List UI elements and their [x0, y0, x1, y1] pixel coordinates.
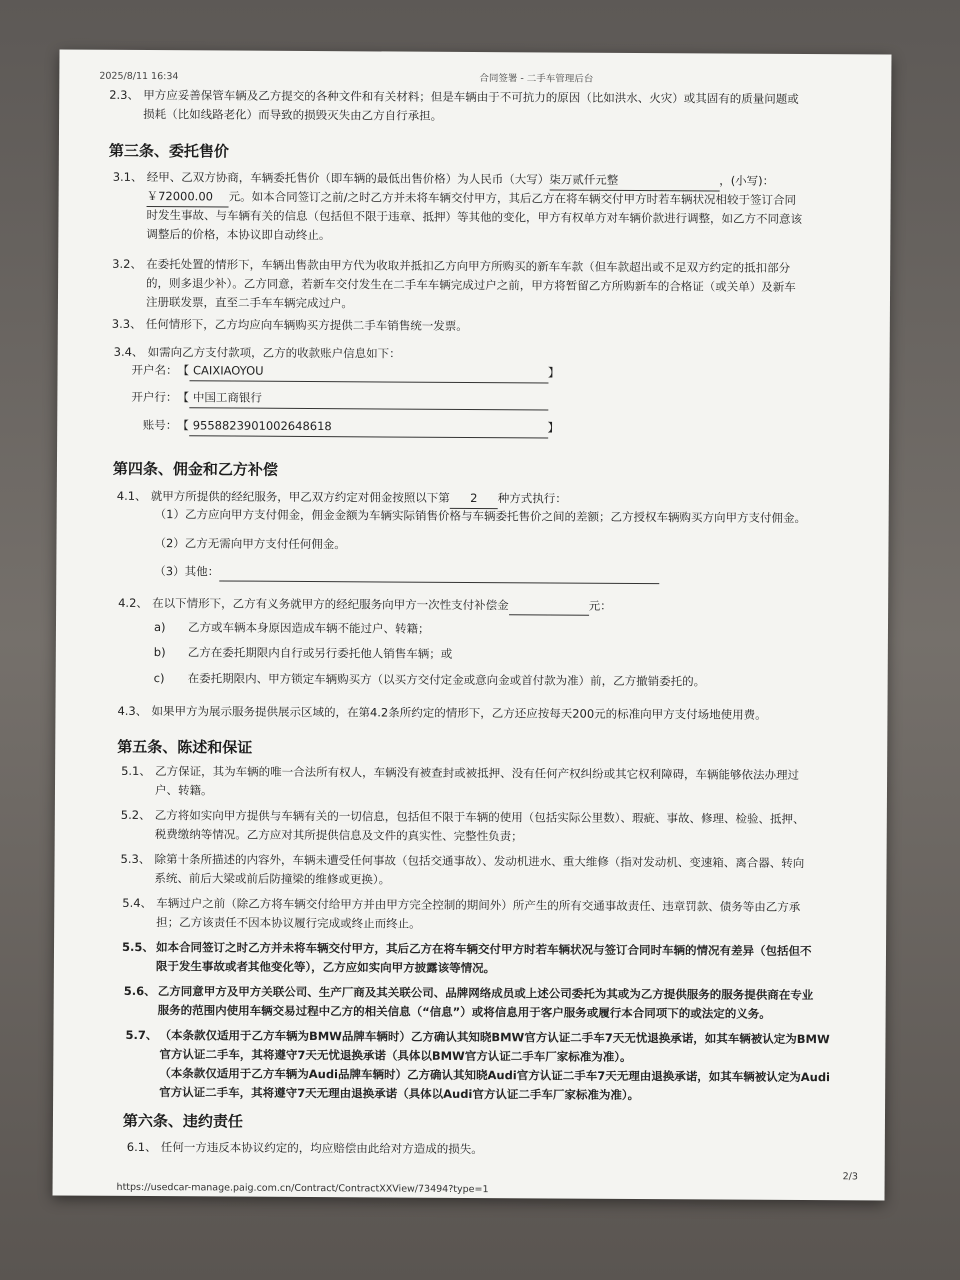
clause-text: 如本合同签订之时乙方并未将车辆交付甲方，其后乙方在将车辆交付甲方时若车辆状况与签订合同时车辆的情况有差异（包括但不 [155, 940, 812, 959]
clause-text: 乙方同意甲方及甲方关联公司、生产厂商及其关联公司、品牌网络成员或上述公司委托为其或为乙方提供服务的服务提供商在专业 [157, 984, 814, 1003]
clause-text: 如需向乙方支付款项，乙方的收款账户信息如下： [147, 345, 401, 361]
clause-4-1 [116, 487, 877, 506]
clause-4-2 [118, 594, 878, 613]
bracket: 】 [547, 420, 560, 435]
clause-text: 限于发生事故或者其他变化等），乙方应如实向甲方披露该等情况。 [155, 959, 496, 976]
page-number: 2/3 [842, 1171, 858, 1183]
amount-lower: ￥72000.00 [147, 187, 229, 208]
option-3 [154, 562, 659, 584]
print-datetime: 2025/8/11 16:34 [99, 70, 179, 83]
clause-text: 的，则多退少补）。乙方同意，若新车交付发生在二手车车辆完成过户之前，甲方将暂留乙方所购新车的合格证（或关单）及新车 [146, 276, 796, 294]
clause-2-3 [109, 86, 829, 123]
clause-text: 就甲方所提供的经纪服务，甲乙双方约定对佣金按照以下第 [150, 489, 450, 505]
account-name-value: CAIXIAOYOU [189, 361, 548, 383]
clause-text: 官方认证二手车，其将遵守7天无理由退换承诺（具体以Audi官方认证二手车厂家标准为准）。 [159, 1085, 640, 1103]
clause-text: 乙方将如实向甲方提供与车辆有关的一切信息，包括但不限于车辆的使用（包括实际公里数）、瑕疵、事故、修理、检验、抵押、 [154, 808, 805, 827]
clause-text: 除第十条所描述的内容外，车辆未遭受任何事故（包括交通事故）、发动机进水、重大维修（指对发动机、变速箱、离合器、转向 [154, 852, 805, 871]
clause-text: 在以下情形下，乙方有义务就甲方的经纪服务向甲方一次性支付补偿金 [152, 596, 509, 613]
clause-number: 4.1、 [116, 488, 147, 504]
contract-page [53, 49, 892, 1200]
clause-6-1 [126, 1138, 847, 1157]
clause-number: 3.3、 [111, 316, 142, 331]
clause-text: 担；乙方该责任不因本协议履行完成或终止而终止。 [156, 915, 421, 931]
clause-text: 损耗（比如线路老化）而导致的损毁灭失由乙方自行承担。 [143, 106, 443, 123]
bank-value: 中国工商银行 [189, 388, 548, 410]
clause-number: 3.1、 [112, 169, 143, 184]
clause-3-2 [112, 255, 872, 311]
clause-text: 在委托处置的情形下，车辆出售款由甲方代为收取并抵扣乙方向甲方所购买的新车车款（但车款超出或不足双方约定的抵扣部分 [146, 257, 791, 275]
clause-text: 户、转籍。 [154, 783, 213, 798]
clause-number: 4.3、 [117, 703, 148, 719]
account-number-value: 9558823901002648618 [189, 416, 548, 438]
clause-number: 2.3、 [109, 87, 140, 102]
clause-number: 5.6、 [123, 983, 156, 999]
clause-3-1 [112, 168, 873, 243]
clause-5-6 [123, 982, 868, 1021]
clause-number: 4.2、 [118, 595, 148, 611]
clause-text: 甲方应妥善保管车辆及乙方提交的各种文件和有关材料；但是车辆由于不可抗力的原因（比如洪水、火灾）或其固有的质量问题或 [143, 87, 799, 106]
clause-5-4 [122, 894, 862, 931]
bracket: 【 [177, 390, 189, 405]
other-blank [219, 566, 659, 584]
section-6-title: 第六条、违约责任 [122, 1111, 244, 1131]
case-text: 乙方在委托期限内自行或另行委托他人销售车辆；或 [187, 645, 453, 661]
clause-4-3 [117, 702, 878, 722]
option-label: （3）其他： [154, 564, 220, 579]
page-url: https://usedcar-manage.paig.com.cn/Contract/ContractXXView/73494?type=1 [116, 1181, 489, 1196]
compensation-blank [509, 600, 589, 615]
clause-5-1 [121, 762, 861, 798]
clause-text: 经甲、乙双方协商，车辆委托售价（即车辆的最低出售价格）为人民币（大写） [146, 170, 550, 187]
clause-text: 系统、前后大梁或前后防撞梁的维修或更换）。 [154, 871, 391, 887]
clause-text: 服务的范围内使用车辆交易过程中乙方的相关信息（“信息”）或将信息用于客户服务或履行本合同项下的或法定的义务。 [157, 1003, 771, 1021]
clause-text: 车辆过户之前（除乙方将车辆交付给甲方并由甲方完全控制的期间外）所产生的所有交通事故责任、违章罚款、债务等由乙方承 [156, 896, 801, 915]
case-label: a) [153, 620, 166, 635]
bracket: 】 [548, 365, 560, 380]
clause-text: 税费缴纳等情况。乙方应对其所提供信息及文件的真实性、完整性负责； [154, 827, 523, 844]
clause-3-4 [113, 343, 834, 361]
case-b [154, 643, 453, 664]
clause-text: 元： [588, 598, 612, 613]
clause-number: 6.1、 [126, 1139, 157, 1155]
section-5-title: 第五条、陈述和保证 [117, 737, 253, 757]
clause-text: 官方认证二手车，其将遵守7天无忧退换承诺（具体以BMW官方认证二手车厂家标准为准）。 [159, 1047, 632, 1064]
clause-text: （本条款仅适用于乙方车辆为BMW品牌车辆时）乙方确认其知晓BMW官方认证二手车7天无忧退换承诺，如其车辆被认定为BMW [159, 1028, 830, 1047]
case-label: c) [153, 671, 165, 686]
clause-text: 注册联发票，直至二手车车辆完成过户。 [145, 295, 354, 311]
clause-number: 5.3、 [120, 851, 151, 867]
case-c [154, 669, 706, 691]
case-text: 乙方或车辆本身原因造成车辆不能过户、转籍； [187, 620, 430, 636]
clause-number: 3.2、 [112, 256, 143, 271]
clause-text: （本条款仅适用于乙方车辆为Audi品牌车辆时）乙方确认其知晓Audi官方认证二手车7天无理由退换承诺，如其车辆被认定为Audi [159, 1066, 831, 1085]
amount-upper: 柒万贰仟元整 [549, 170, 719, 191]
clause-text: 种方式执行： [497, 491, 567, 506]
clause-5-5 [121, 938, 866, 976]
bank-label: 开户行： [131, 389, 178, 405]
clause-5-7 [125, 1026, 870, 1103]
case-label: b) [153, 645, 166, 660]
clause-number: 5.7、 [125, 1027, 158, 1043]
account-number-row [119, 416, 559, 439]
bracket: 【 [177, 363, 190, 378]
clause-text: 时发生事故、与车辆有关的信息（包括但不限于违章、抵押）等其他的变化，甲方有权单方对车辆价款进行调整，如乙方不同意该 [146, 208, 803, 227]
option-1: （1）乙方应向甲方支付佣金，佣金金额为车辆实际销售价格与车辆委托售价之间的差额；乙方授权车辆购买方向甲方支付佣金。 [154, 507, 807, 526]
clause-text: ，(小写)： [719, 173, 775, 188]
clause-5-3 [120, 850, 861, 887]
account-name-row [119, 361, 559, 384]
case-text: 在委托期限内、甲方锁定车辆购买方（以买方交付定金或意向金或首付款为准）前，乙方撤销委托的。 [187, 671, 706, 689]
clause-5-2 [120, 806, 861, 844]
clause-text: 任何情形下，乙方均应向车辆购买方提供二手车销售统一发票。 [145, 317, 468, 333]
clause-number: 5.1、 [121, 763, 151, 779]
bracket: 【 [177, 418, 189, 433]
clause-number: 5.5、 [121, 939, 154, 955]
account-number-label: 账号： [142, 417, 178, 433]
clause-number: 5.2、 [120, 807, 151, 823]
option-2: （2）乙方无需向甲方支付任何佣金。 [154, 536, 346, 552]
account-name-label: 开户名： [131, 362, 178, 378]
clause-text: 调整后的价格，本协议即自动终止。 [146, 227, 331, 243]
clause-text: 元。如本合同签订之前/之时乙方并未将车辆交付甲方，其后乙方在将车辆交付甲方时若车辆状况相较于签订合同 [228, 189, 797, 207]
bank-row [119, 388, 548, 411]
clause-text: 任何一方违反本协议约定的，均应赔偿由此给对方造成的损失。 [160, 1140, 483, 1157]
section-3-title: 第三条、委托售价 [108, 141, 229, 161]
clause-number: 3.4、 [113, 344, 144, 359]
clause-line [152, 594, 878, 617]
clause-text: 如果甲方为展示服务提供展示区域的，在第4.2条所约定的情形下，乙方还应按每天200元的标准向甲方支付场地使用费。 [151, 704, 767, 722]
clause-number: 5.4、 [122, 895, 153, 911]
case-a [154, 618, 430, 639]
section-4-title: 第四条、佣金和乙方补偿 [112, 459, 279, 479]
clause-text: 乙方保证，其为车辆的唯一合法所有权人，车辆没有被查封或被抵押、没有任何产权纠纷或其它权利障碍，车辆能够依法办理过 [155, 764, 800, 783]
print-title: 合同签署 - 二手车管理后台 [479, 73, 594, 85]
commission-choice: 2 [450, 489, 498, 509]
